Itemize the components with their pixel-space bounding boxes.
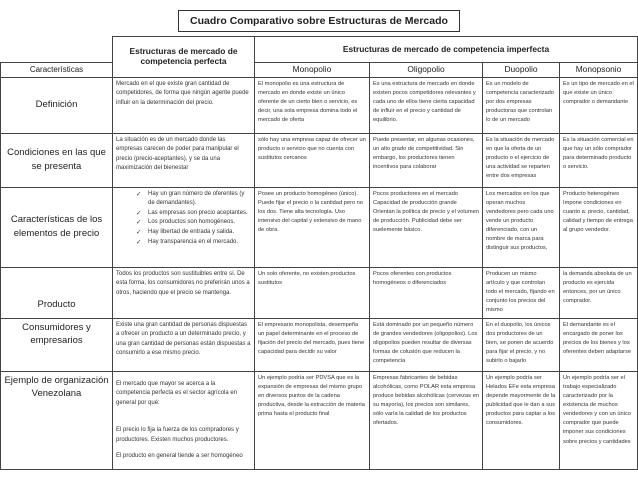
paragraph: El producto en general tiende a ser homogéneo bbox=[116, 452, 243, 459]
cell-oligopolio: Empresas fabricantes de bebidas alcohólicas, como POLAR esta empresa produce bebidas alcohólicas (cervezas en su mayoría), los precios son similares, sólo varía la calidad de los productos ofertados. bbox=[370, 371, 483, 470]
perfect-competition-list bbox=[116, 190, 251, 248]
cell-duopolio: En el duopolio, los únicos dos productores de un bien, se ponen de acuerdo para fijar el precio, y no subirlo o bajarlo bbox=[483, 318, 560, 371]
cell-perfect: Todos los productos son sustituibles entre sí. De esta forma, los consumidores no preferirán unos a otros, haciendo que el precio se mantenga. bbox=[113, 267, 255, 318]
check-icon: ✓ bbox=[136, 238, 142, 246]
cell-monopolio: sólo hay una empresa capaz de ofrecer un producto o servicio que no cuenta con sustitutos cercanos bbox=[255, 133, 370, 187]
cell-monopolio: Posee un producto homogéneo (único). Puede fijar el precio o la cantidad pero no los dos. Tiene alta tecnología. Uso intensivo del capital y extensivo de mano de obra. bbox=[255, 187, 370, 267]
cell-monopolio: El empresario monopolista, desempeña un papel determinante en el proceso de fijación del precio del mercado, pues tiene capacidad para decidir su valor bbox=[255, 318, 370, 371]
cell-perfect: Existe una gran cantidad de personas dispuestas a ofrecer un producto a un determinado precio, y una gran cantidad de personas están dispuestas a consumirlo a ese mismo precio. bbox=[113, 318, 255, 371]
list-item: ✓ Hay libertad de entrada y salida. bbox=[136, 228, 251, 238]
row-label: Producto bbox=[1, 267, 113, 318]
check-icon: ✓ bbox=[136, 229, 142, 237]
table-row bbox=[1, 77, 638, 133]
list-item: ✓ Hay transparencia en el mercado. bbox=[136, 238, 251, 248]
list-item: ✓ Los productos son homogéneos. bbox=[136, 218, 251, 228]
check-icon: ✓ bbox=[136, 190, 142, 198]
paragraph: El precio lo fija la fuerza de los compradores y productores. Existen muchos productores. bbox=[116, 427, 239, 444]
cell-monopolio: El monopolio es una estructura de mercado en donde existe un único oferente de un cierto bien o servicio, es decir, una sola empresa domina todo el mercado de oferta bbox=[255, 77, 370, 133]
cell-oligopolio: Pocos oferentes con productos homogéneos o diferenciados bbox=[370, 267, 483, 318]
cell-monopsonio: Es la situación comercial en que hay un sólo comprador para determinado producto o servicio. bbox=[560, 133, 638, 187]
cell-perfect bbox=[113, 371, 255, 470]
table-row bbox=[1, 187, 638, 267]
check-icon: ✓ bbox=[136, 209, 142, 217]
row-label: Consumidores y empresarios bbox=[1, 318, 113, 371]
page-title: Cuadro Comparativo sobre Estructuras de Mercado bbox=[178, 10, 460, 32]
header-monopolio: Monopolio bbox=[255, 63, 370, 78]
cell-oligopolio: Está dominado por un pequeño número de grandes vendedores (oligopolios). Los oligopolios pueden resultar de diversas formas de colusión que reducen la competencia bbox=[370, 318, 483, 371]
row-label: Ejemplo de organización Venezolana bbox=[1, 371, 113, 470]
cell-monopolio: Un solo oferente, no existen productos sustitutos bbox=[255, 267, 370, 318]
cell-duopolio: Es un modelo de competencia caracterizado por dos empresas productoras que controlan lo de un mercado bbox=[483, 77, 560, 133]
cell-monopsonio: Es un tipo de mercado en el que existe un único comprador o demandante bbox=[560, 77, 638, 133]
cell-monopsonio: la demanda absoluta de un producto es ejercida entonces, por un único comprador. bbox=[560, 267, 638, 318]
comparison-table bbox=[0, 36, 638, 470]
cell-perfect: La situación es de un mercado donde las empresas carecen de poder para manipular el precio (precio-aceptantes), y se da una maximización del bienestar bbox=[113, 133, 255, 187]
paragraph: El mercado que mayor se acerca a la competencia perfecta es el sector agrícola en general por qué: bbox=[116, 380, 238, 406]
cell-perfect bbox=[113, 187, 255, 267]
table-row bbox=[1, 133, 638, 187]
cell-monopsonio: Producto heterogéneo Impone condiciones en cuanto a: precio, cantidad, calidad y tiempo de entrega al grupo vendedor. bbox=[560, 187, 638, 267]
header-monopsonio: Monopsonio bbox=[560, 63, 638, 78]
cell-duopolio: Es la situación de mercado en que la oferta de un producto o el ejercicio de una actividad se reparten entre dos empresas bbox=[483, 133, 560, 187]
cell-perfect: Mercado en el que existe gran cantidad de competidores, de forma que ningún agente puede influir en la determinación del precio. bbox=[113, 77, 255, 133]
cell-oligopolio: Puede presentar, en algunas ocasiones, un alto grado de competitividad. Sin embargo, los productores tienen incentivos para colaborar bbox=[370, 133, 483, 187]
header-oligopolio: Oligopolio bbox=[370, 63, 483, 78]
cell-oligopolio: Es una estructura de mercado en donde existen pocos competidores relevantes y cada uno de ellos tiene cierta capacidad de influir en el precio y cantidad de equilibrio. bbox=[370, 77, 483, 133]
header-perfect-competition: Estructuras de mercado de competencia perfecta bbox=[113, 37, 255, 78]
row-label: Condiciones en las que se presenta bbox=[1, 133, 113, 187]
table-row bbox=[1, 318, 638, 371]
cell-monopsonio: El demandante es el encargado de poner los precios de los bienes y los oferentes deben adaptarse bbox=[560, 318, 638, 371]
list-item: ✓ Las empresas son precio aceptantes. bbox=[136, 209, 251, 219]
header-imperfect-competition: Estructuras de mercado de competencia imperfecta bbox=[255, 37, 638, 63]
table-row bbox=[1, 267, 638, 318]
cell-duopolio: Un ejemplo podría ser Helados EFe esta empresa depende mayormente de la publicidad que le dan a sus productos para captar a los consumidores. bbox=[483, 371, 560, 470]
cell-duopolio: Los mercados en los que operan muchos vendedores pero cada uno vende un producto diferenciado, con un nombre de marca para distinguir sus productos, bbox=[483, 187, 560, 267]
header-duopolio: Duopolio bbox=[483, 63, 560, 78]
cell-oligopolio: Pocos productores en el mercado Capacidad de producción grande Orientan la política de precio y el volumen de producción. Publicidad debe ser suelemente básico. bbox=[370, 187, 483, 267]
header-blank bbox=[1, 37, 113, 63]
cell-monopolio: Un ejemplo podría ser PDVSA que es la expansión de empresas del mismo grupo en diversos puntos de la cadena productiva, desde la extracción de materia prima hasta el producto final bbox=[255, 371, 370, 470]
check-icon: ✓ bbox=[136, 219, 142, 227]
header-characteristics: Características bbox=[1, 63, 113, 78]
table-row bbox=[1, 371, 638, 470]
row-label: Características de los elementos de precio bbox=[1, 187, 113, 267]
cell-monopsonio: Un ejemplo podría ser el trabajo especializado caracterizado por la existencia de muchos vendedores y con un único comprador que puede imponer sus condiciones sobre precios y cantidades bbox=[560, 371, 638, 470]
list-item: ✓ Hay un gran número de oferentes (y de demandantes). bbox=[136, 190, 245, 207]
row-label: Definición bbox=[1, 77, 113, 133]
cell-duopolio: Producen un mismo artículo y que controlan todo el mercado, fijando en conjunto los precios del mismo bbox=[483, 267, 560, 318]
